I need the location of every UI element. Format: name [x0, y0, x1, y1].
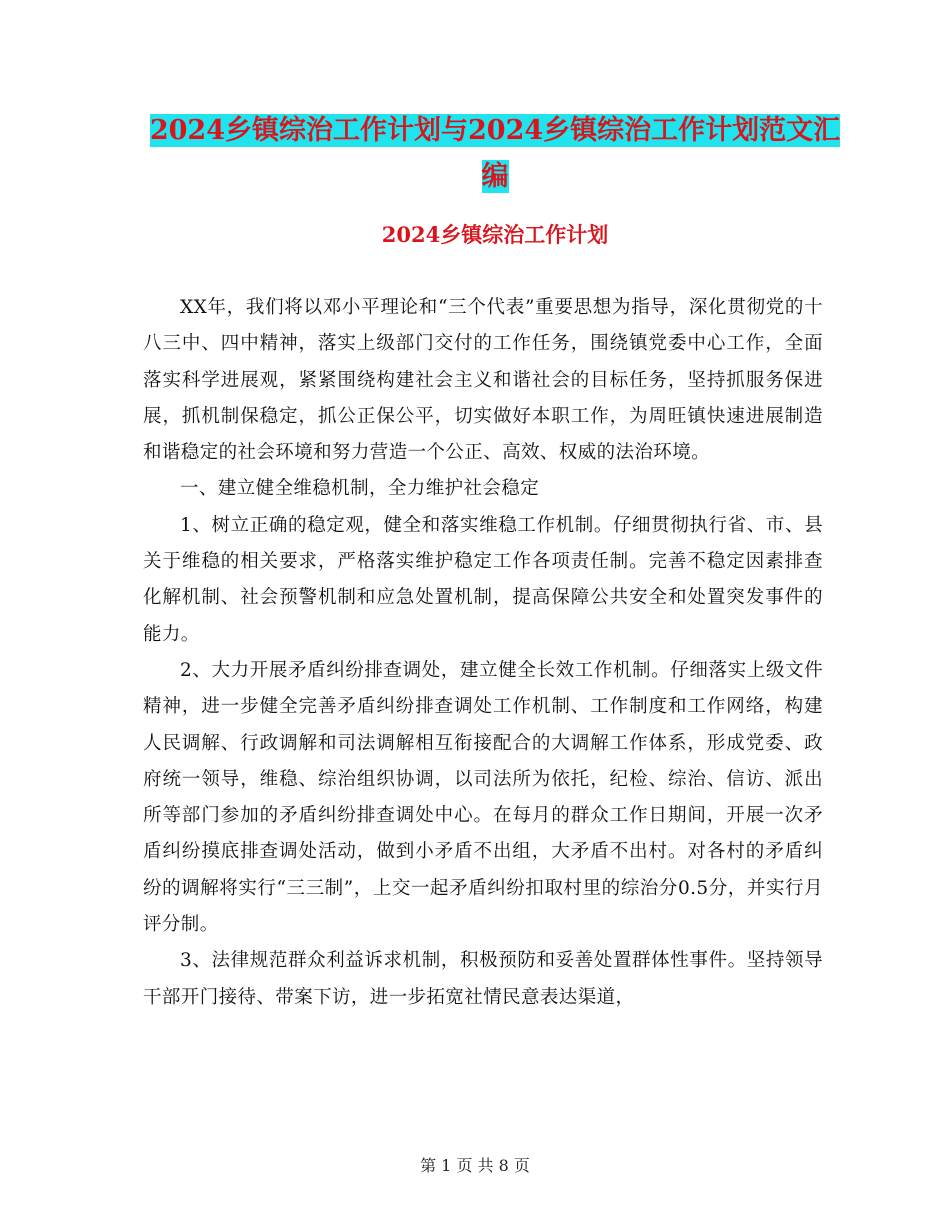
page-footer [0, 1155, 950, 1177]
paragraph-item-1: 1、树立正确的稳定观，健全和落实维稳工作机制。仔细贯彻执行省、市、县关于维稳的相关要求，严格落实维护稳定工作各项责任制。完善不稳定因素排查化解机制、社会预警机制和应急处置机制，提高保障公共安全和处置突发事件的能力。 [143, 514, 823, 645]
footer-middle: 页 共 [456, 1156, 494, 1175]
paragraph-intro: XX年，我们将以邓小平理论和“三个代表”重要思想为指导，深化贯彻党的十八三中、四中精神，落实上级部门交付的工作任务，围绕镇党委中心工作，全面落实科学进展观，紧紧围绕构建社会主义和谐社会的目标任务，坚持抓服务保进展，抓机制保稳定，抓公正保公平，切实做好本职工作，为周旺镇快速进展制造和谐稳定的社会环境和努力营造一个公正、高效、权威的法治环境。 [143, 297, 823, 464]
footer-page-number: 1 [441, 1156, 452, 1175]
footer-prefix: 第 [420, 1156, 437, 1175]
footer-total-pages: 8 [498, 1156, 509, 1175]
paragraph-heading-1: 一、建立健全维稳机制，全力维护社会稳定 [180, 478, 540, 500]
document-body [143, 290, 823, 1016]
section-title: 2024乡镇综治工作计划 [381, 222, 609, 247]
document-title-text: 2024乡镇综治工作计划与2024乡镇综治工作计划范文汇编 [149, 115, 841, 192]
document-title [140, 108, 850, 200]
paragraph-item-2: 2、大力开展矛盾纠纷排查调处，建立健全长效工作机制。仔细落实上级文件精神，进一步健全完善矛盾纠纷排查调处工作机制、工作制度和工作网络，构建人民调解、行政调解和司法调解相互衔接配合的大调解工作体系，形成党委、政府统一领导，维稳、综治组织协调，以司法所为依托，纪检、综治、信访、派出所等部门参加的矛盾纠纷排查调处中心。在每月的群众工作日期间，开展一次矛盾纠纷摸底排查调处活动，做到小矛盾不出组，大矛盾不出村。对各村的矛盾纠纷的调解将实行“三三制”，上交一起矛盾纠纷扣取村里的综治分0.5分，并实行月评分制。 [143, 659, 823, 936]
paragraph-item-3: 3、法律规范群众利益诉求机制，积极预防和妥善处置群体性事件。坚持领导干部开门接待、带案下访，进一步拓宽社情民意表达渠道， [143, 950, 823, 1008]
footer-suffix: 页 [513, 1156, 530, 1175]
